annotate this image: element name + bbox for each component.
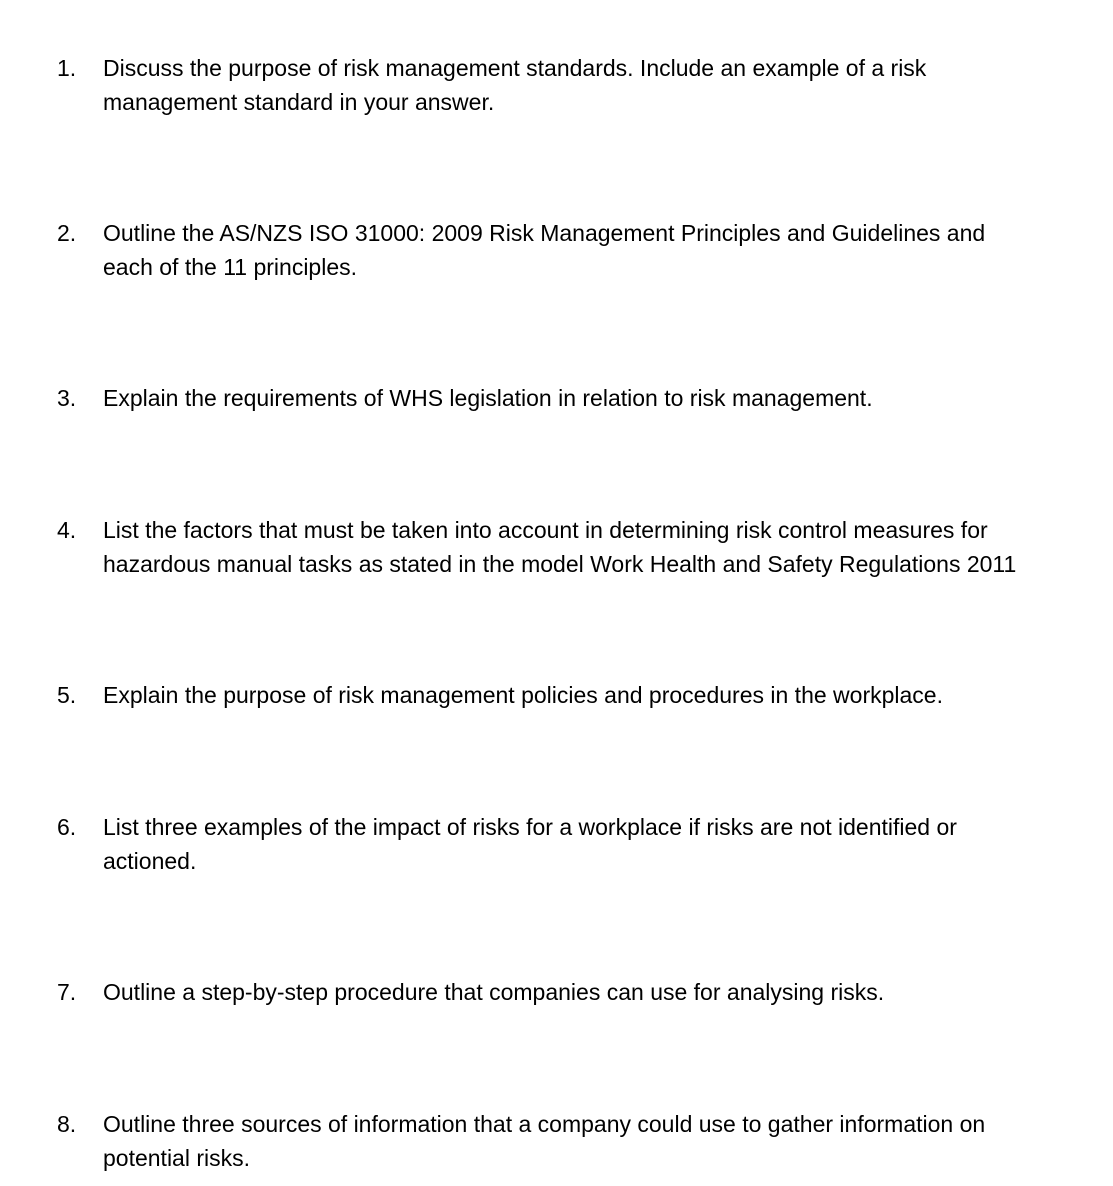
question-text [103,976,1113,1010]
question-number: 7. [57,979,77,1005]
question-line: List the factors that must be taken into account in determining risk control measures for [103,517,988,543]
question-line: actioned. [103,847,197,874]
question-text [103,52,1113,119]
question-line: Explain the requirements of WHS legislation in relation to risk management. [103,385,873,411]
question-line: potential risks. [103,1144,251,1171]
question-text [103,1108,1113,1175]
question-line: Discuss the purpose of risk management standards. Include an example of a risk [103,55,927,81]
question-number: 2. [57,220,77,246]
question-number: 3. [57,385,77,411]
question-line: hazardous manual tasks as stated in the model Work Health and Safety Regulations 2011 [103,550,1017,577]
question-text [103,217,1113,284]
question-line: Explain the purpose of risk management policies and procedures in the workplace. [103,682,943,708]
question-text [103,382,1113,416]
question-number: 8. [57,1111,77,1137]
question-number: 6. [57,814,77,840]
question-text [103,679,1113,713]
question-line: Outline three sources of information that a company could use to gather information on [103,1111,986,1137]
question-number: 1. [57,55,77,81]
question-text [103,811,1113,878]
question-line: Outline a step-by-step procedure that companies can use for analysing risks. [103,979,885,1005]
question-number: 5. [57,682,77,708]
question-number: 4. [57,517,77,543]
question-line: management standard in your answer. [103,88,495,115]
question-text [103,514,1113,581]
question-line: List three examples of the impact of risks for a workplace if risks are not identified or [103,814,957,840]
question-line: each of the 11 principles. [103,253,358,280]
question-line: Outline the AS/NZS ISO 31000: 2009 Risk Management Principles and Guidelines and [103,220,986,246]
